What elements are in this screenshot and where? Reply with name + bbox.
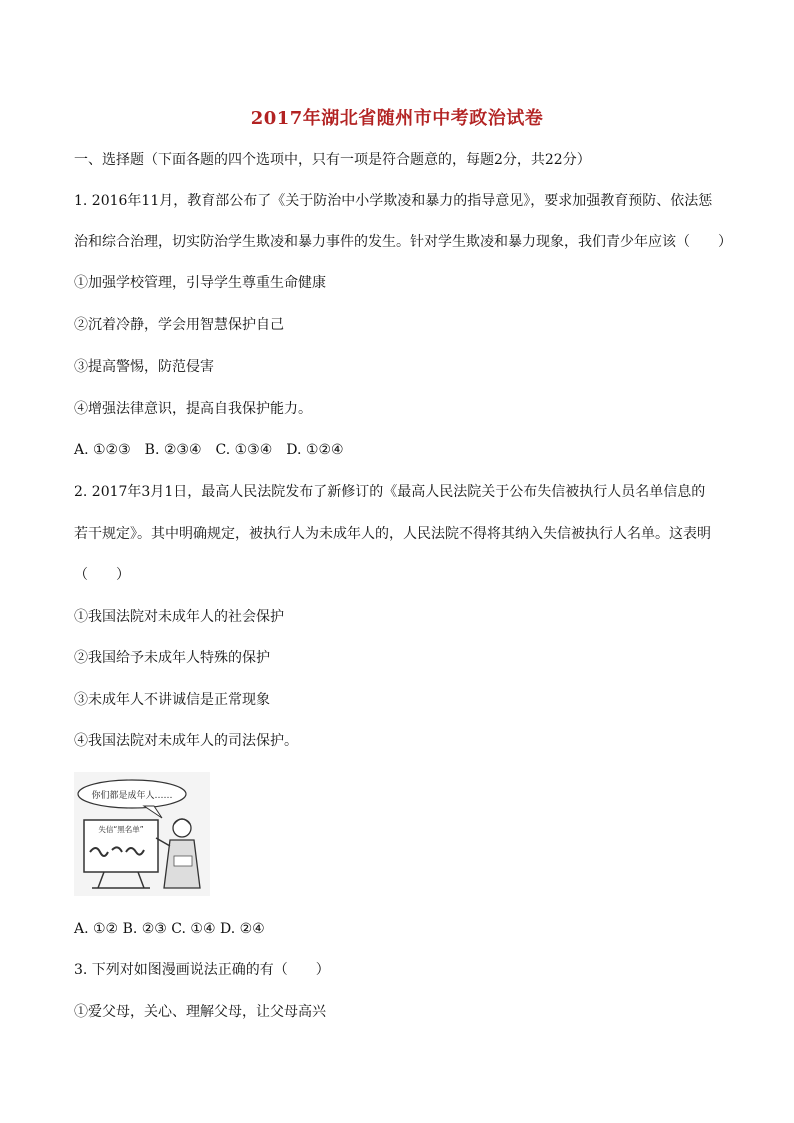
q2-option-2: ②我国给予未成年人特殊的保护 [74,650,270,666]
q1-stem-line-2: 治和综合治理，切实防治学生欺凌和暴力事件的发生。针对学生欺凌和暴力现象，我们青少年应该（ ） [74,234,732,250]
q2-option-1: ①我国法院对未成年人的社会保护 [74,609,284,625]
cartoon-bubble-text: 你们都是成年人…… [91,791,173,801]
q1-option-1: ①加强学校管理，引导学生尊重生命健康 [74,275,326,291]
q1-option-3: ③提高警惕，防范侵害 [74,359,214,375]
q3-stem: 3. 下列对如图漫画说法正确的有（ ） [74,962,330,978]
q2-answer-choices: A. ①② B. ②③ C. ①④ D. ②④ [74,921,265,937]
cartoon-image [74,772,210,896]
exam-title: 2017年湖北省随州市中考政治试卷 [250,108,544,129]
q3-option-1: ①爱父母，关心、理解父母，让父母高兴 [74,1004,326,1020]
section-heading: 一、选择题（下面各题的四个选项中，只有一项是符合题意的，每题2分，共22分） [74,152,591,168]
q2-stem-line-1: 2. 2017年3月1日，最高人民法院发布了新修订的《最高人民法院关于公布失信被执行人员名单信息的 [74,484,706,500]
q2-option-3: ③未成年人不讲诚信是正常现象 [74,692,270,708]
q1-answer-choices: A. ①②③ B. ②③④ C. ①③④ D. ①②④ [74,442,344,458]
q2-stem-line-2: 若干规定》。其中明确规定，被执行人为未成年人的，人民法院不得将其纳入失信被执行人名单。这表明 [74,526,711,542]
q2-option-4: ④我国法院对未成年人的司法保护。 [74,733,298,749]
q1-option-2: ②沉着冷静，学会用智慧保护自己 [74,317,284,333]
q1-option-4: ④增强法律意识，提高自我保护能力。 [74,401,312,417]
q2-stem-line-3: （ ） [74,567,130,583]
cartoon-board-text: 失信“黑名单” [98,825,144,834]
q1-stem-line-1: 1. 2016年11月，教育部公布了《关于防治中小学欺凌和暴力的指导意见》，要求加强教育预防、依法惩 [74,193,713,209]
